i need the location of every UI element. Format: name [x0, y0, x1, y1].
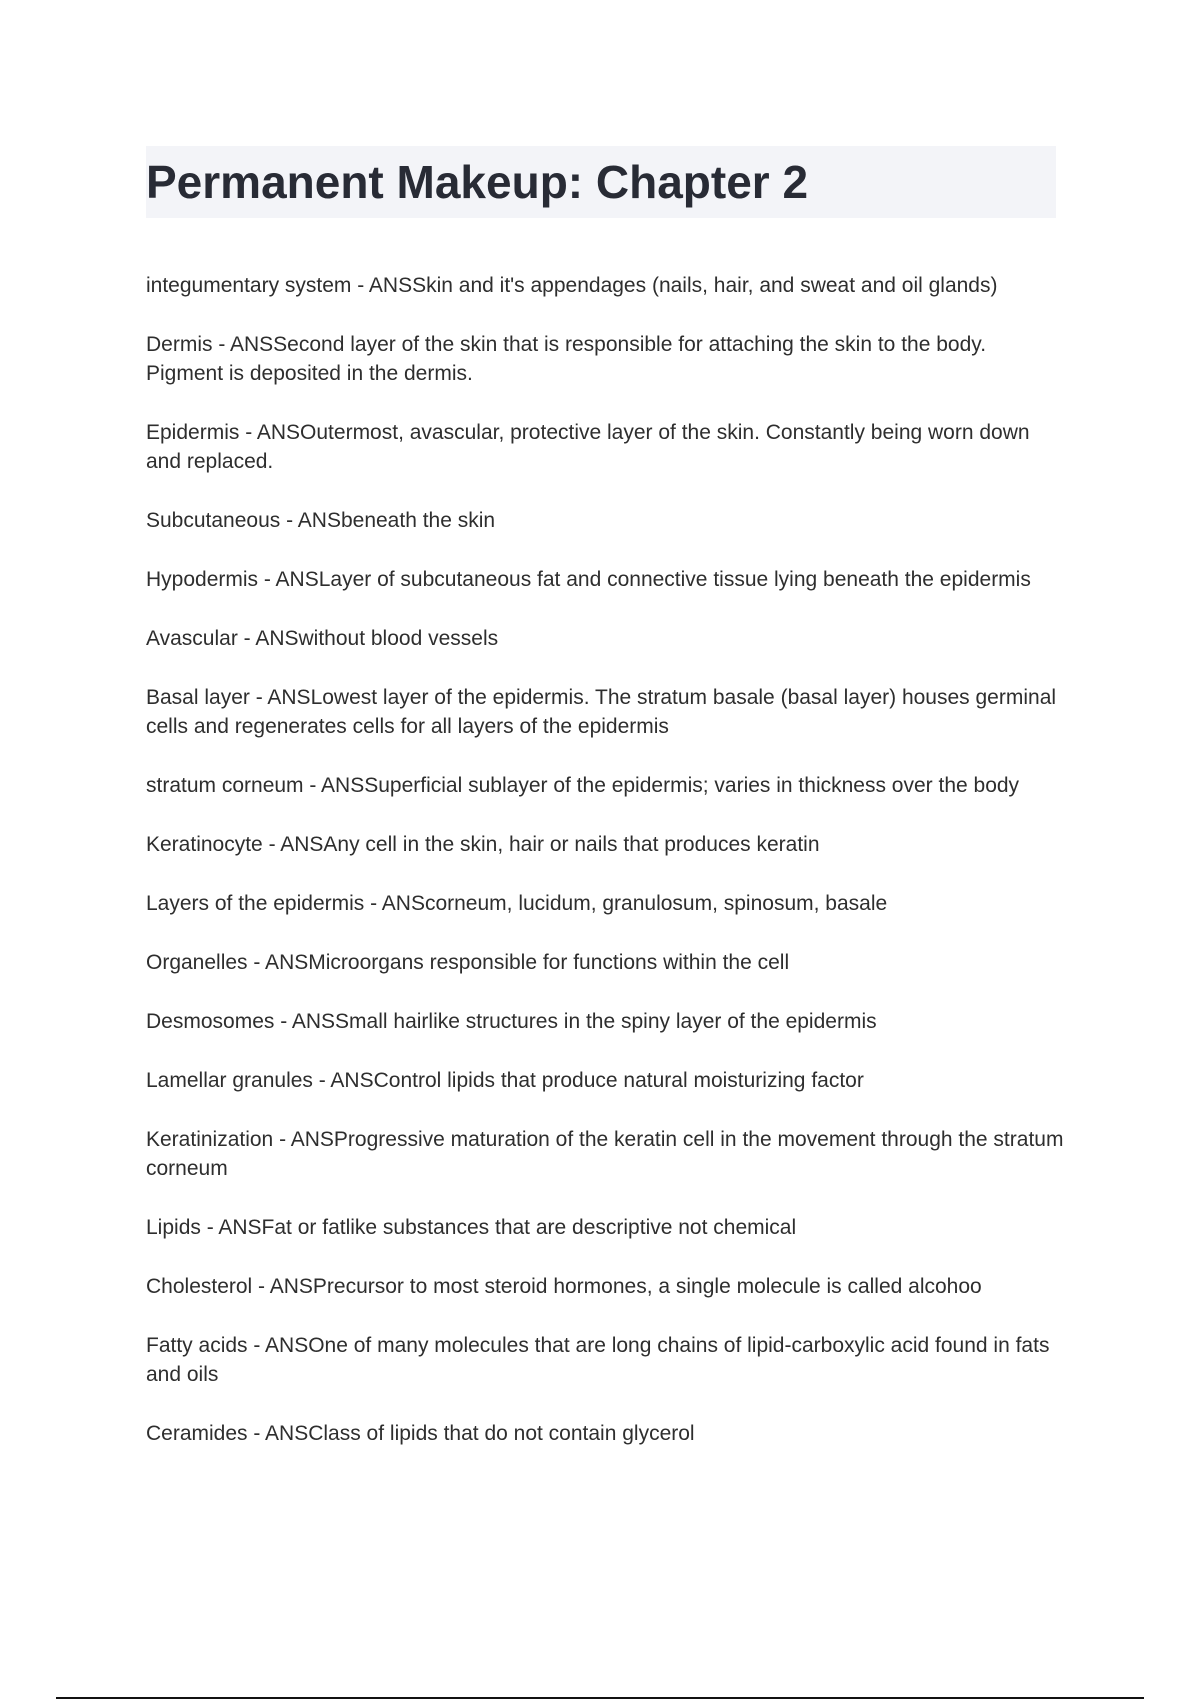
- list-item: integumentary system - ANSSkin and it's appendages (nails, hair, and sweat and oil glands): [146, 274, 998, 297]
- footer-divider: [56, 1697, 1144, 1699]
- list-item: Layers of the epidermis - ANScorneum, lucidum, granulosum, spinosum, basale: [146, 892, 888, 915]
- list-item: Cholesterol - ANSPrecursor to most steroid hormones, a single molecule is called alcohoo: [146, 1275, 982, 1298]
- list-item: Keratinocyte - ANSAny cell in the skin, hair or nails that produces keratin: [146, 833, 820, 856]
- list-item: stratum corneum - ANSSuperficial sublayer of the epidermis; varies in thickness over the body: [146, 774, 1020, 797]
- list-item: Keratinization - ANSProgressive maturation of the keratin cell in the movement through the stratum corneum: [146, 1128, 1064, 1180]
- page-title: Permanent Makeup: Chapter 2: [146, 156, 809, 208]
- list-item: Desmosomes - ANSSmall hairlike structures in the spiny layer of the epidermis: [146, 1010, 877, 1033]
- list-item: Basal layer - ANSLowest layer of the epidermis. The stratum basale (basal layer) houses germinal cells and regenerates cells for all layers of the epidermis: [146, 686, 1057, 738]
- list-item: Dermis - ANSSecond layer of the skin that is responsible for attaching the skin to the body. Pigment is deposited in the dermis.: [146, 333, 987, 385]
- list-item: Subcutaneous - ANSbeneath the skin: [146, 509, 496, 532]
- list-item: Lamellar granules - ANSControl lipids that produce natural moisturizing factor: [146, 1069, 864, 1092]
- glossary-list: [146, 271, 1066, 1478]
- list-item: Epidermis - ANSOutermost, avascular, protective layer of the skin. Constantly being worn down and replaced.: [146, 421, 1030, 473]
- list-item: Organelles - ANSMicroorgans responsible for functions within the cell: [146, 951, 790, 974]
- title-banner: [146, 146, 1056, 218]
- list-item: Ceramides - ANSClass of lipids that do not contain glycerol: [146, 1422, 695, 1445]
- list-item: Avascular - ANSwithout blood vessels: [146, 627, 499, 650]
- list-item: Fatty acids - ANSOne of many molecules that are long chains of lipid-carboxylic acid found in fats and oils: [146, 1334, 1050, 1386]
- list-item: Hypodermis - ANSLayer of subcutaneous fat and connective tissue lying beneath the epidermis: [146, 568, 1031, 591]
- list-item: Lipids - ANSFat or fatlike substances that are descriptive not chemical: [146, 1216, 797, 1239]
